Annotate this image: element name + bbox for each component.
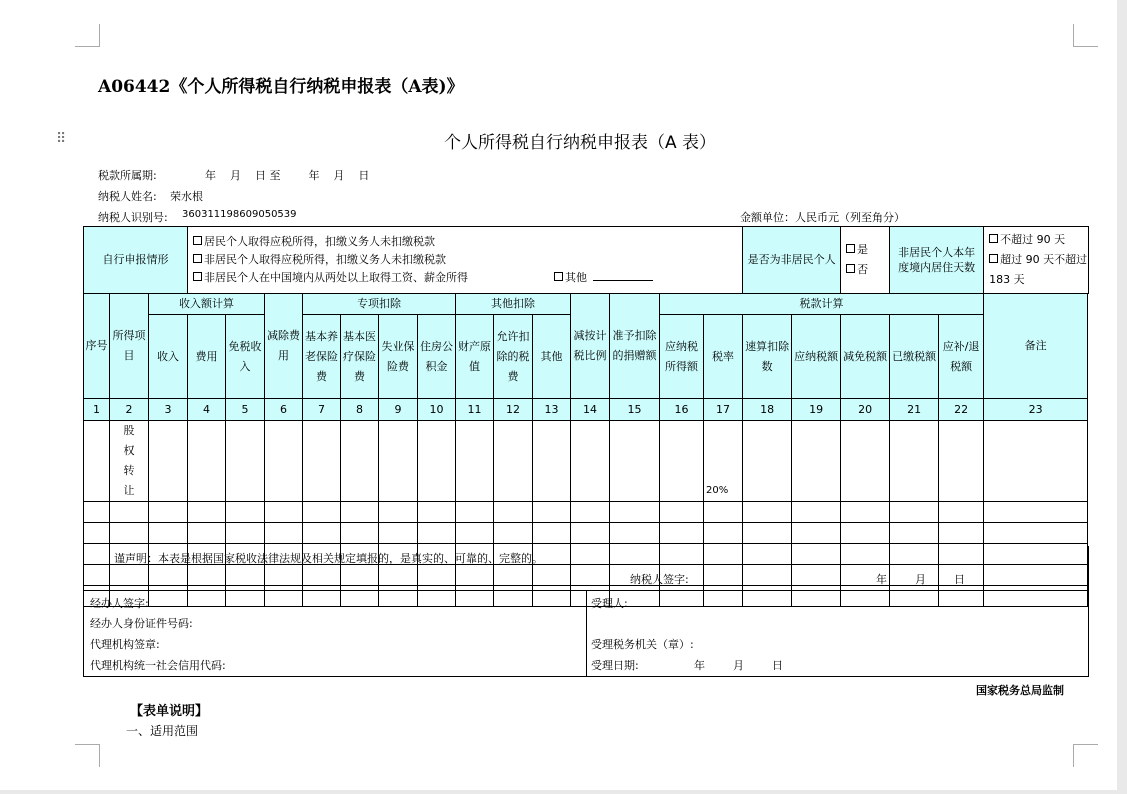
form-title: 个人所得税自行纳税申报表（A 表） xyxy=(443,133,717,153)
agency-seal-label: 代理机构签章: xyxy=(90,638,160,651)
nonresident-choice xyxy=(841,227,890,294)
table-cell[interactable] xyxy=(660,421,704,502)
taxpayer-name-label: 纳税人姓名: xyxy=(98,190,157,203)
table-cell[interactable] xyxy=(379,523,418,544)
column-number: 19 xyxy=(792,399,841,421)
column-number: 1 xyxy=(84,399,110,421)
table-cell[interactable] xyxy=(456,502,494,523)
income-item-cell[interactable]: 股权转让 xyxy=(110,421,149,502)
column-number: 2 xyxy=(110,399,149,421)
group-header: 税款计算 xyxy=(660,294,984,315)
filing-option[interactable]: 非居民个人取得应税所得，扣缴义务人未扣缴税款 xyxy=(193,251,742,269)
column-number-row xyxy=(84,399,1089,421)
table-cell[interactable] xyxy=(149,421,188,502)
column-header: 序号 xyxy=(84,294,110,399)
checkbox-icon[interactable] xyxy=(193,272,202,281)
table-cell[interactable] xyxy=(303,523,341,544)
table-row xyxy=(84,502,1089,523)
table-cell[interactable] xyxy=(494,421,533,502)
group-header: 专项扣除 xyxy=(303,294,456,315)
page-corner-mark xyxy=(1073,24,1098,47)
table-cell[interactable] xyxy=(341,523,379,544)
checkbox-icon[interactable] xyxy=(846,264,855,273)
column-header: 失业保险费 xyxy=(379,315,418,399)
other-blank-line xyxy=(593,270,653,281)
table-cell[interactable] xyxy=(341,421,379,502)
table-cell[interactable] xyxy=(533,523,571,544)
table-cell[interactable] xyxy=(303,421,341,502)
group-header: 其他扣除 xyxy=(456,294,571,315)
checkbox-icon[interactable] xyxy=(989,234,998,243)
filing-options xyxy=(188,227,743,294)
table-cell[interactable] xyxy=(743,421,792,502)
column-header: 减按计税比例 xyxy=(571,294,610,399)
column-number: 10 xyxy=(418,399,456,421)
table-cell[interactable] xyxy=(456,421,494,502)
table-cell[interactable] xyxy=(841,421,890,502)
column-header: 其他 xyxy=(533,315,571,399)
column-header: 应纳税额 xyxy=(792,315,841,399)
column-header: 应纳税所得额 xyxy=(660,315,704,399)
table-cell[interactable] xyxy=(84,523,110,544)
column-number: 12 xyxy=(494,399,533,421)
checkbox-icon[interactable] xyxy=(193,236,202,245)
table-cell[interactable] xyxy=(494,502,533,523)
column-number: 6 xyxy=(265,399,303,421)
checkbox-icon[interactable] xyxy=(846,244,855,253)
column-header: 备注 xyxy=(984,294,1088,399)
tax-period-dates: 年 月 日 至 年 月 日 xyxy=(205,169,370,182)
table-cell[interactable] xyxy=(84,502,110,523)
receiving-date-label: 受理日期: xyxy=(591,659,639,672)
column-header: 所得项目 xyxy=(110,294,149,399)
table-cell[interactable] xyxy=(984,421,1088,502)
column-header: 财产原值 xyxy=(456,315,494,399)
table-cell[interactable] xyxy=(379,502,418,523)
document-heading: A06442《个人所得税自行纳税申报表（A表)》 xyxy=(98,77,464,97)
table-cell[interactable] xyxy=(149,502,188,523)
supervision-mark: 国家税务总局监制 xyxy=(976,684,1064,697)
column-number: 4 xyxy=(188,399,226,421)
income-item-cell[interactable] xyxy=(110,523,149,544)
table-cell[interactable] xyxy=(743,523,792,544)
table-cell[interactable] xyxy=(188,502,226,523)
table-cell[interactable] xyxy=(226,523,265,544)
tax-rate-cell[interactable] xyxy=(704,502,743,523)
declaration-statement: 谨声明：本表是根据国家税收法律法规及相关规定填报的，是真实的、可靠的、完整的。 xyxy=(114,552,543,565)
column-header: 基本医疗保险费 xyxy=(341,315,379,399)
column-header: 应补/退税额 xyxy=(939,315,984,399)
yes-option[interactable]: 是 xyxy=(846,240,889,260)
taxpayer-id-label: 纳税人识别号: xyxy=(98,211,168,224)
table-cell[interactable] xyxy=(533,421,571,502)
receiving-date: 年 月 日 xyxy=(694,659,783,672)
column-header: 准予扣除的捐赠额 xyxy=(610,294,660,399)
table-cell[interactable] xyxy=(792,421,841,502)
days-option[interactable]: 不超过 90 天 xyxy=(989,230,1088,250)
column-header: 允许扣除的税费 xyxy=(494,315,533,399)
page-corner-mark xyxy=(75,24,100,47)
table-cell[interactable] xyxy=(743,502,792,523)
table-cell[interactable] xyxy=(571,523,610,544)
column-number: 9 xyxy=(379,399,418,421)
table-cell[interactable] xyxy=(660,502,704,523)
tax-rate-cell[interactable]: 20% xyxy=(704,421,743,502)
table-cell[interactable] xyxy=(494,523,533,544)
table-cell[interactable] xyxy=(939,421,984,502)
filing-option[interactable]: 居民个人取得应税所得，扣缴义务人未扣缴税款 xyxy=(193,233,742,251)
column-number: 3 xyxy=(149,399,188,421)
residence-days-question: 非居民个人本年度境内居住天数 xyxy=(890,227,984,294)
column-number: 7 xyxy=(303,399,341,421)
no-option[interactable]: 否 xyxy=(846,260,889,280)
declaration-date: 年 月 日 xyxy=(876,573,965,586)
footer-section xyxy=(83,546,1089,677)
tax-rate-cell[interactable] xyxy=(704,523,743,544)
days-option[interactable]: 超过 90 天不超过 183 天 xyxy=(989,253,1088,286)
table-cell[interactable] xyxy=(841,523,890,544)
column-number: 23 xyxy=(984,399,1088,421)
column-number: 17 xyxy=(704,399,743,421)
checkbox-icon[interactable] xyxy=(193,254,202,263)
income-item-cell[interactable] xyxy=(110,502,149,523)
column-header: 减免税额 xyxy=(841,315,890,399)
column-number: 5 xyxy=(226,399,265,421)
table-cell[interactable] xyxy=(890,421,939,502)
group-header: 收入额计算 xyxy=(149,294,265,315)
amount-unit: 金额单位：人民币元（列至角分） xyxy=(740,211,905,224)
column-number: 15 xyxy=(610,399,660,421)
receiving-authority-label: 受理税务机关（章）: xyxy=(591,638,694,651)
column-header: 收入 xyxy=(149,315,188,399)
table-cell[interactable] xyxy=(418,502,456,523)
column-number: 8 xyxy=(341,399,379,421)
column-header: 减除费用 xyxy=(265,294,303,399)
table-cell[interactable] xyxy=(456,523,494,544)
table-cell[interactable] xyxy=(188,421,226,502)
table-row xyxy=(84,523,1089,544)
table-cell[interactable] xyxy=(660,523,704,544)
table-cell[interactable] xyxy=(841,502,890,523)
taxpayer-name: 荣水根 xyxy=(170,190,203,203)
column-number: 21 xyxy=(890,399,939,421)
receiver-label: 受理人: xyxy=(591,597,628,610)
table-cell[interactable] xyxy=(84,421,110,502)
nonresident-question: 是否为非居民个人 xyxy=(743,227,841,294)
table-cell[interactable] xyxy=(379,421,418,502)
table-cell[interactable] xyxy=(226,421,265,502)
table-cell[interactable] xyxy=(890,523,939,544)
column-header: 免税收入 xyxy=(226,315,265,399)
column-number: 20 xyxy=(841,399,890,421)
notes-scope-heading: 一、适用范围 xyxy=(126,724,199,738)
table-cell[interactable] xyxy=(418,523,456,544)
column-number: 18 xyxy=(743,399,792,421)
page-corner-mark xyxy=(1073,744,1098,767)
table-row xyxy=(84,421,1089,502)
filing-option[interactable]: 非居民个人在中国境内从两处以上取得工资、薪金所得 其他 xyxy=(193,269,742,287)
table-cell[interactable] xyxy=(149,523,188,544)
table-cell[interactable] xyxy=(341,502,379,523)
column-header: 费用 xyxy=(188,315,226,399)
checkbox-icon[interactable] xyxy=(989,254,998,263)
table-cell[interactable] xyxy=(265,502,303,523)
table-cell[interactable] xyxy=(939,523,984,544)
column-header: 税率 xyxy=(704,315,743,399)
table-cell[interactable] xyxy=(610,421,660,502)
column-number: 22 xyxy=(939,399,984,421)
table-cell[interactable] xyxy=(303,502,341,523)
table-cell[interactable] xyxy=(939,502,984,523)
agent-signature-label: 经办人签字: xyxy=(90,597,149,610)
table-cell[interactable] xyxy=(571,502,610,523)
column-number: 11 xyxy=(456,399,494,421)
table-cell[interactable] xyxy=(188,523,226,544)
column-header: 住房公积金 xyxy=(418,315,456,399)
column-header: 速算扣除数 xyxy=(743,315,792,399)
column-header: 已缴税额 xyxy=(890,315,939,399)
checkbox-icon[interactable] xyxy=(554,272,563,281)
page-corner-mark xyxy=(75,744,100,767)
table-cell[interactable] xyxy=(610,502,660,523)
table-cell[interactable] xyxy=(984,502,1088,523)
table-cell[interactable] xyxy=(890,502,939,523)
table-cell[interactable] xyxy=(265,523,303,544)
table-cell[interactable] xyxy=(610,523,660,544)
table-cell[interactable] xyxy=(418,421,456,502)
table-cell[interactable] xyxy=(984,523,1088,544)
taxpayer-id: 360311198609050539 xyxy=(182,209,297,220)
notes-title: 【表单说明】 xyxy=(130,704,209,719)
agent-id-label: 经办人身份证件号码: xyxy=(90,617,193,630)
table-cell[interactable] xyxy=(571,421,610,502)
table-cell[interactable] xyxy=(226,502,265,523)
table-cell[interactable] xyxy=(792,523,841,544)
filing-situation-label: 自行申报情形 xyxy=(84,227,188,294)
table-cell[interactable] xyxy=(533,502,571,523)
divider xyxy=(586,590,587,676)
table-cell[interactable] xyxy=(265,421,303,502)
tax-period-label: 税款所属期: xyxy=(98,169,157,182)
table-cell[interactable] xyxy=(792,502,841,523)
column-number: 13 xyxy=(533,399,571,421)
column-header: 基本养老保险费 xyxy=(303,315,341,399)
column-number: 16 xyxy=(660,399,704,421)
residence-days-choice xyxy=(984,227,1089,294)
column-number: 14 xyxy=(571,399,610,421)
taxpayer-signature-label: 纳税人签字: xyxy=(630,573,689,586)
agency-credit-code-label: 代理机构统一社会信用代码: xyxy=(90,659,226,672)
table-move-handle-icon[interactable]: ⠿ xyxy=(56,131,65,147)
